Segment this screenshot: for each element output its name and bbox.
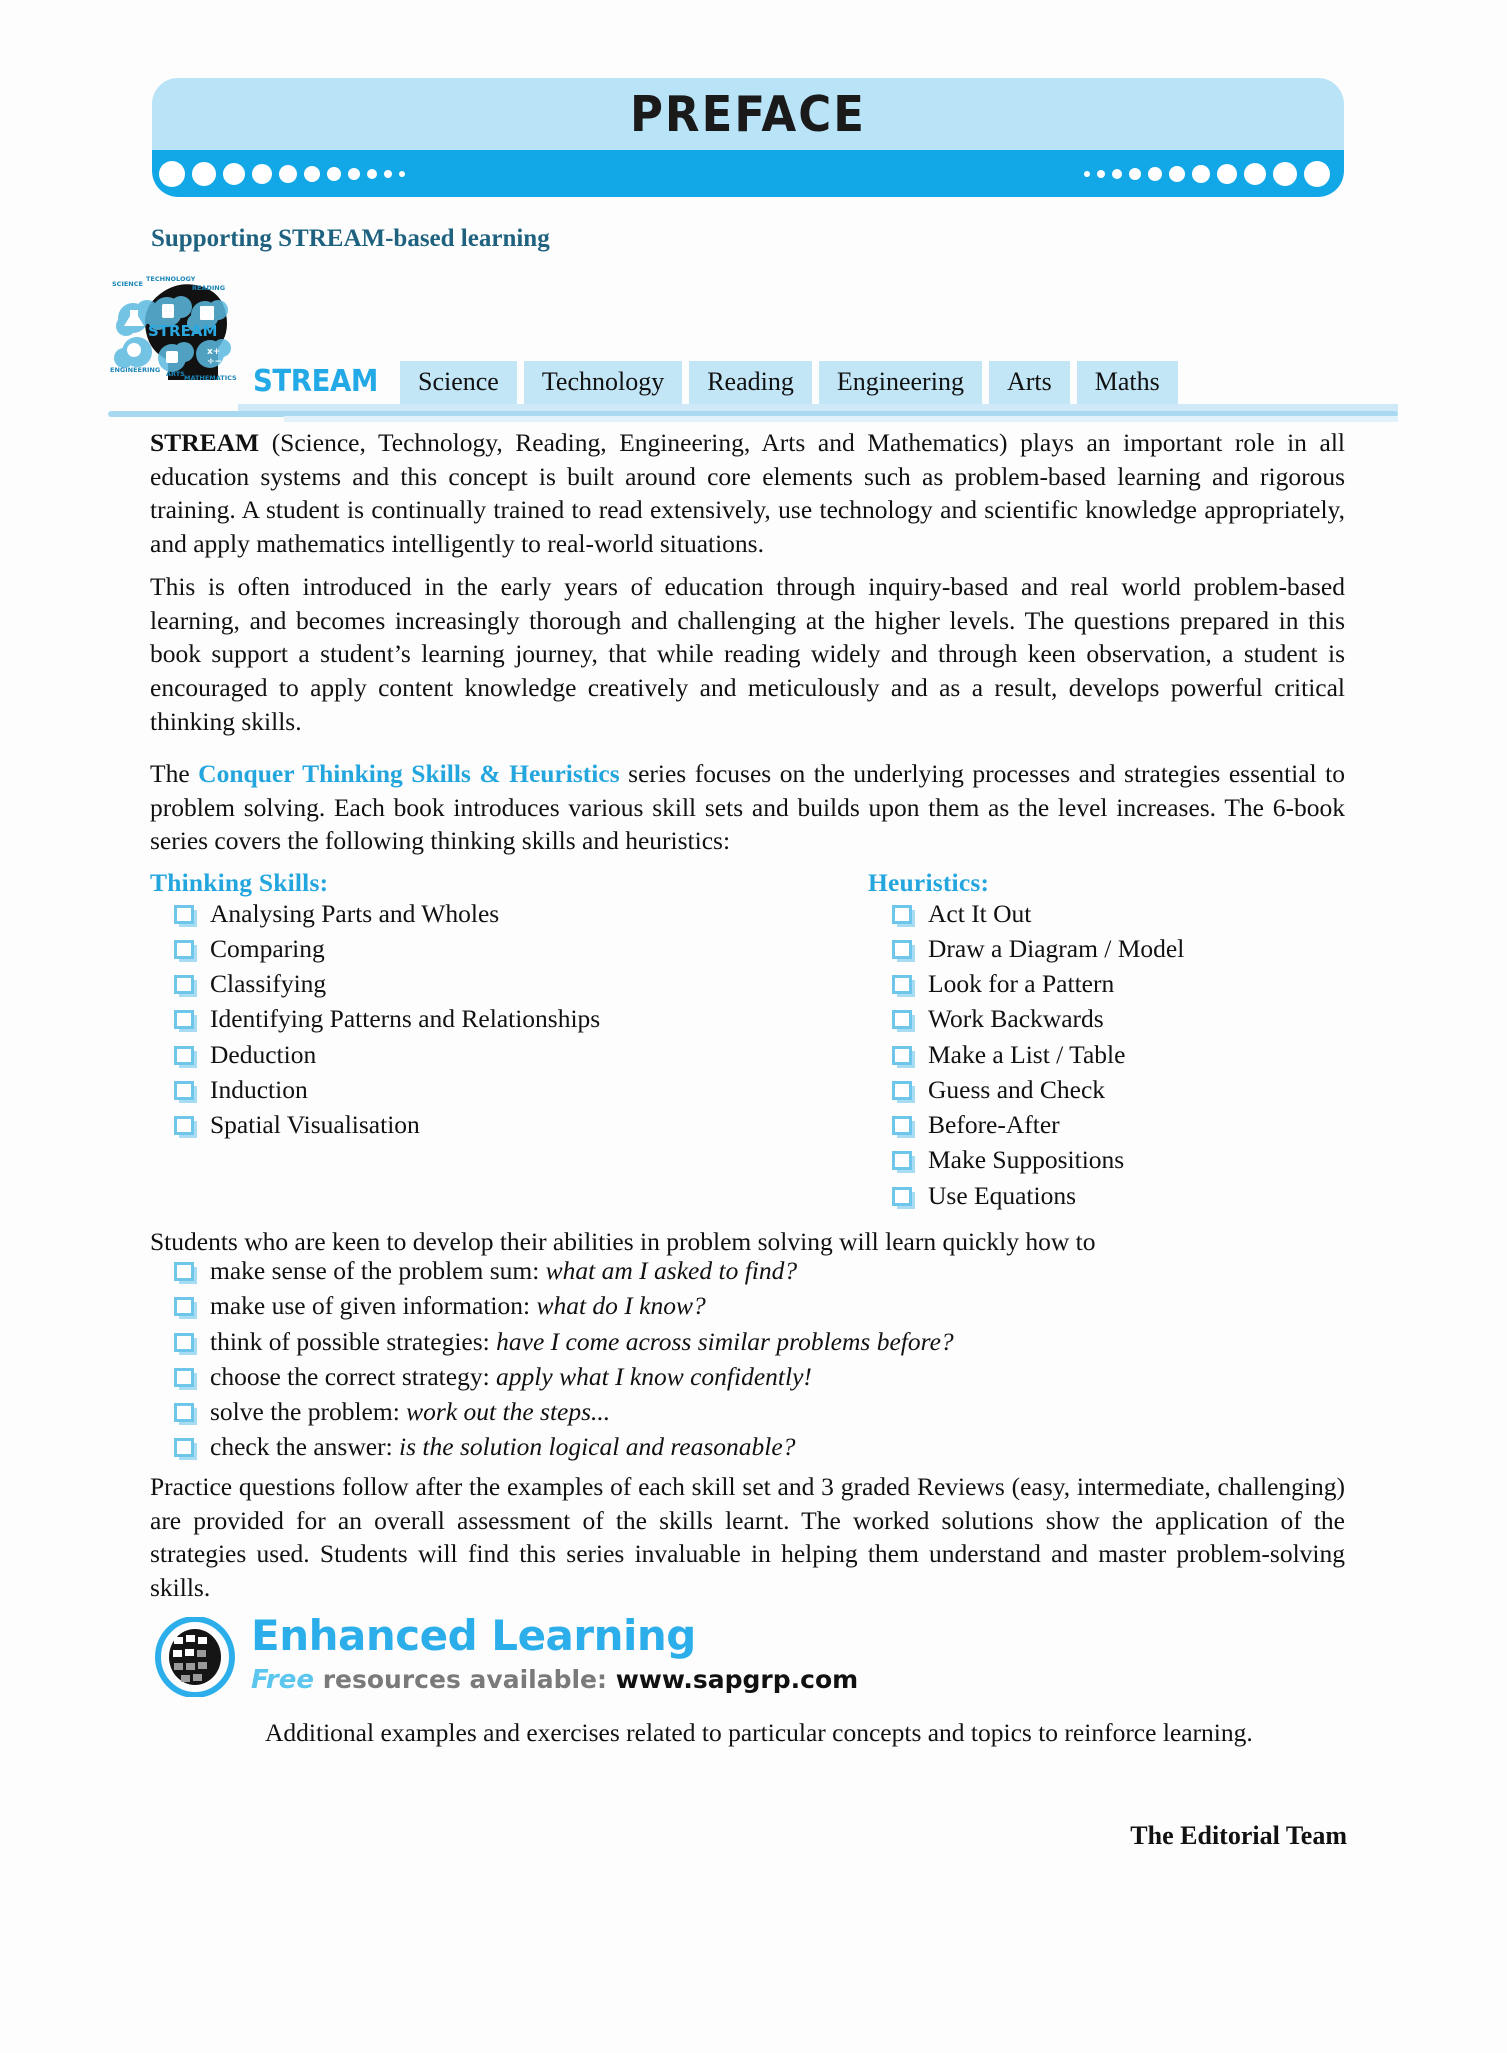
list-item [868, 1074, 1368, 1104]
list-item-label: Classifying [210, 969, 327, 998]
tab-technology[interactable] [524, 361, 682, 404]
decorative-dot [367, 169, 377, 179]
list-item [150, 1293, 1350, 1319]
list-item-label: Spatial Visualisation [210, 1110, 420, 1139]
checkbox-icon [174, 1081, 194, 1100]
list-item [868, 971, 1368, 997]
tab-engineering[interactable] [819, 361, 982, 404]
svg-text:x+: x+ [207, 347, 221, 357]
tab-label: Arts [1006, 367, 1052, 396]
svg-text:MATHEMATICS: MATHEMATICS [184, 374, 237, 380]
list-item [150, 1399, 1350, 1425]
tab-science[interactable] [400, 361, 517, 404]
step-prompt: make sense of the problem sum: [210, 1256, 546, 1285]
resources-label: resources available: [314, 1665, 616, 1694]
decorative-dot [304, 166, 320, 182]
decorative-dot [327, 167, 341, 181]
checkbox-icon [174, 905, 194, 924]
tab-label: Reading [707, 367, 794, 396]
svg-text:STREAM: STREAM [148, 322, 218, 340]
step-question: have I come across similar problems before? [496, 1326, 954, 1356]
list-item [868, 898, 1368, 928]
tab-label: Maths [1094, 367, 1160, 396]
list-item-label: Guess and Check [928, 1074, 1106, 1104]
decorative-dot [1244, 163, 1266, 185]
thinking-skills-block [150, 870, 770, 1147]
checkbox-icon [892, 1187, 912, 1206]
svg-text:READING: READING [192, 284, 226, 292]
list-item [150, 1039, 770, 1069]
section-heading: Supporting STREAM-based learning [151, 225, 550, 252]
step-prompt: make use of given information: [210, 1291, 537, 1321]
decorative-dot [1129, 168, 1141, 180]
decorative-dot [384, 170, 392, 178]
enhanced-learning-description: Additional examples and exercises related to particular concepts and topics to reinforce learning. [265, 1718, 1253, 1747]
checkbox-icon [892, 1116, 912, 1135]
decorative-dot [1304, 161, 1330, 187]
checkbox-icon [174, 1403, 194, 1422]
decorative-dot [1217, 164, 1237, 184]
series-title-highlight: Conquer Thinking Skills & Heuristics [198, 759, 620, 788]
decorative-dot [1192, 165, 1210, 183]
checkbox-icon [174, 1262, 194, 1281]
list-item [868, 1147, 1368, 1173]
list-item [150, 1112, 770, 1138]
tab-label: Technology [541, 367, 665, 396]
list-item [150, 1006, 770, 1032]
checkbox-icon [174, 1046, 194, 1065]
step-prompt: check the answer: [210, 1432, 400, 1462]
page-title: PREFACE [629, 86, 867, 143]
enhanced-learning-subtitle [251, 1665, 858, 1695]
list-item-label: Draw a Diagram / Model [928, 933, 1185, 963]
list-item [150, 1258, 1350, 1284]
thinking-skills-title: Thinking Skills: [150, 868, 329, 897]
list-item [150, 1326, 1350, 1356]
decorative-dot [1084, 171, 1090, 177]
list-item [150, 1074, 770, 1104]
decorative-dot [1148, 167, 1162, 181]
paragraph-1-rest: (Science, Technology, Reading, Engineering, Arts and Mathematics) plays an important role in all education systems and this concept is built around core elements such as problem-based learning and rigorous training. A student is continually trained to read extensively, use technology and scientific knowledge appropriately, and apply mathematics intelligently to real-world situations. [150, 428, 1345, 558]
tab-maths[interactable] [1077, 361, 1178, 404]
step-question: what do I know? [536, 1291, 706, 1321]
decorative-dot [1112, 169, 1122, 179]
film-reel-icon [155, 1617, 235, 1697]
list-item [150, 898, 770, 928]
checkbox-icon [892, 1081, 912, 1100]
checkbox-icon [174, 1368, 194, 1387]
step-prompt: think of possible strategies: [210, 1326, 497, 1356]
stream-wordmark: STREAM [253, 364, 378, 399]
list-item [150, 1361, 1350, 1391]
stream-logo-graphic [110, 268, 258, 380]
paragraph-early-years: This is often introduced in the early years of education through inquiry-based and real world problem-based learning, and becomes increasingly thorough and challenging at the higher levels. The questions prepared in this book support a student’s learning journey, that while reading widely and through keen observation, a student is encouraged to apply content knowledge creatively and meticulously and as a result, develops powerful critical thinking skills. [150, 572, 1345, 736]
heuristics-list [868, 898, 1368, 1210]
list-item-label: Make a List / Table [928, 1039, 1126, 1069]
tabs-underline-swoosh [108, 404, 1398, 422]
list-item-label: Work Backwards [928, 1004, 1104, 1034]
list-item-label: Induction [210, 1074, 308, 1104]
step-prompt: choose the correct strategy: [210, 1361, 497, 1391]
decorative-dot-strip [152, 150, 1344, 197]
decorative-dot [1097, 170, 1105, 178]
svg-text:TECHNOLOGY: TECHNOLOGY [146, 275, 196, 283]
decorative-dot [348, 168, 360, 180]
list-item-label: Identifying Patterns and Relationships [210, 1004, 601, 1034]
checkbox-icon [892, 940, 912, 959]
enhanced-learning-title: Enhanced Learning [251, 1611, 696, 1660]
students-intro-text: Students who are keen to develop their abilities in problem solving will learn quickly how to [150, 1227, 1096, 1256]
list-item [150, 1434, 1350, 1460]
decorative-dot [1273, 162, 1297, 186]
tab-reading[interactable] [689, 361, 812, 404]
list-item [150, 933, 770, 963]
enhanced-learning-block [155, 1611, 859, 1708]
checkbox-icon [174, 1333, 194, 1352]
sapgrp-url[interactable]: www.sapgrp.com [615, 1665, 859, 1694]
svg-text:ARTS: ARTS [166, 370, 185, 378]
preface-header-banner [152, 78, 1344, 197]
checkbox-icon [174, 1010, 194, 1029]
checkbox-icon [892, 1010, 912, 1029]
decorative-dot [279, 165, 297, 183]
step-prompt: solve the problem: [210, 1397, 407, 1426]
checkbox-icon [174, 940, 194, 959]
step-question: work out the steps... [406, 1397, 611, 1426]
tab-arts[interactable] [989, 361, 1070, 404]
decorative-dot [223, 163, 245, 185]
list-item-label: Use Equations [928, 1180, 1077, 1210]
decorative-dot [192, 162, 216, 186]
checkbox-icon [892, 975, 912, 994]
list-item [868, 1180, 1368, 1210]
svg-text:SCIENCE: SCIENCE [112, 280, 143, 288]
students-steps-list [150, 1258, 1350, 1470]
stream-tabs[interactable] [400, 361, 1178, 404]
tab-label: Engineering [836, 367, 964, 396]
list-item [868, 933, 1368, 963]
paragraph-practice-questions: Practice questions follow after the examples of each skill set and 3 graded Reviews (easy, intermediate, challenging) are provided for an overall assessment of the skills learnt. The worked solutions show the application of the strategies used. Students will find this series invaluable in helping them understand and master problem-solving skills. [150, 1472, 1345, 1602]
checkbox-icon [174, 1438, 194, 1457]
heuristics-title: Heuristics: [868, 868, 990, 897]
decorative-dot [252, 164, 272, 184]
step-question: apply what I know confidently! [496, 1361, 812, 1391]
paragraph-conquer-series [150, 757, 1345, 858]
step-question: what am I asked to find? [545, 1256, 798, 1285]
list-item-label: Look for a Pattern [928, 969, 1115, 998]
signature-editorial-team: The Editorial Team [1130, 1821, 1347, 1850]
checkbox-icon [174, 975, 194, 994]
decorative-dot [159, 161, 185, 187]
paragraph-1-lead: STREAM [150, 428, 260, 457]
free-label: Free [251, 1665, 314, 1695]
checkbox-icon [892, 1046, 912, 1065]
decorative-dot [399, 171, 405, 177]
list-item-label: Make Suppositions [928, 1145, 1125, 1175]
list-item [868, 1039, 1368, 1069]
checkbox-icon [892, 1151, 912, 1170]
checkbox-icon [174, 1116, 194, 1135]
decorative-dot [1169, 166, 1185, 182]
svg-text:ENGINEERING: ENGINEERING [110, 366, 161, 374]
list-item [150, 971, 770, 997]
checkbox-icon [174, 1297, 194, 1316]
svg-text:÷−: ÷− [207, 357, 223, 367]
checkbox-icon [892, 905, 912, 924]
heuristics-block [868, 870, 1368, 1218]
paragraph-stream-intro [150, 426, 1345, 561]
paragraph-3-post: series focuses on the underlying processes and strategies essential to problem solving. Each book introduces various skill sets and builds upon them as the level increases. The 6-book series covers the following thinking skills and heuristics: [150, 759, 1346, 856]
list-item-label: Before-After [928, 1110, 1060, 1139]
list-item [868, 1112, 1368, 1138]
list-item-label: Deduction [210, 1039, 317, 1069]
list-item-label: Act It Out [928, 898, 1032, 928]
list-item-label: Analysing Parts and Wholes [210, 898, 500, 928]
list-item [868, 1006, 1368, 1032]
list-item-label: Comparing [210, 933, 325, 963]
thinking-skills-list [150, 898, 770, 1139]
tab-label: Science [418, 367, 499, 396]
paragraph-3-pre: The [150, 759, 199, 788]
step-question: is the solution logical and reasonable? [399, 1432, 796, 1462]
